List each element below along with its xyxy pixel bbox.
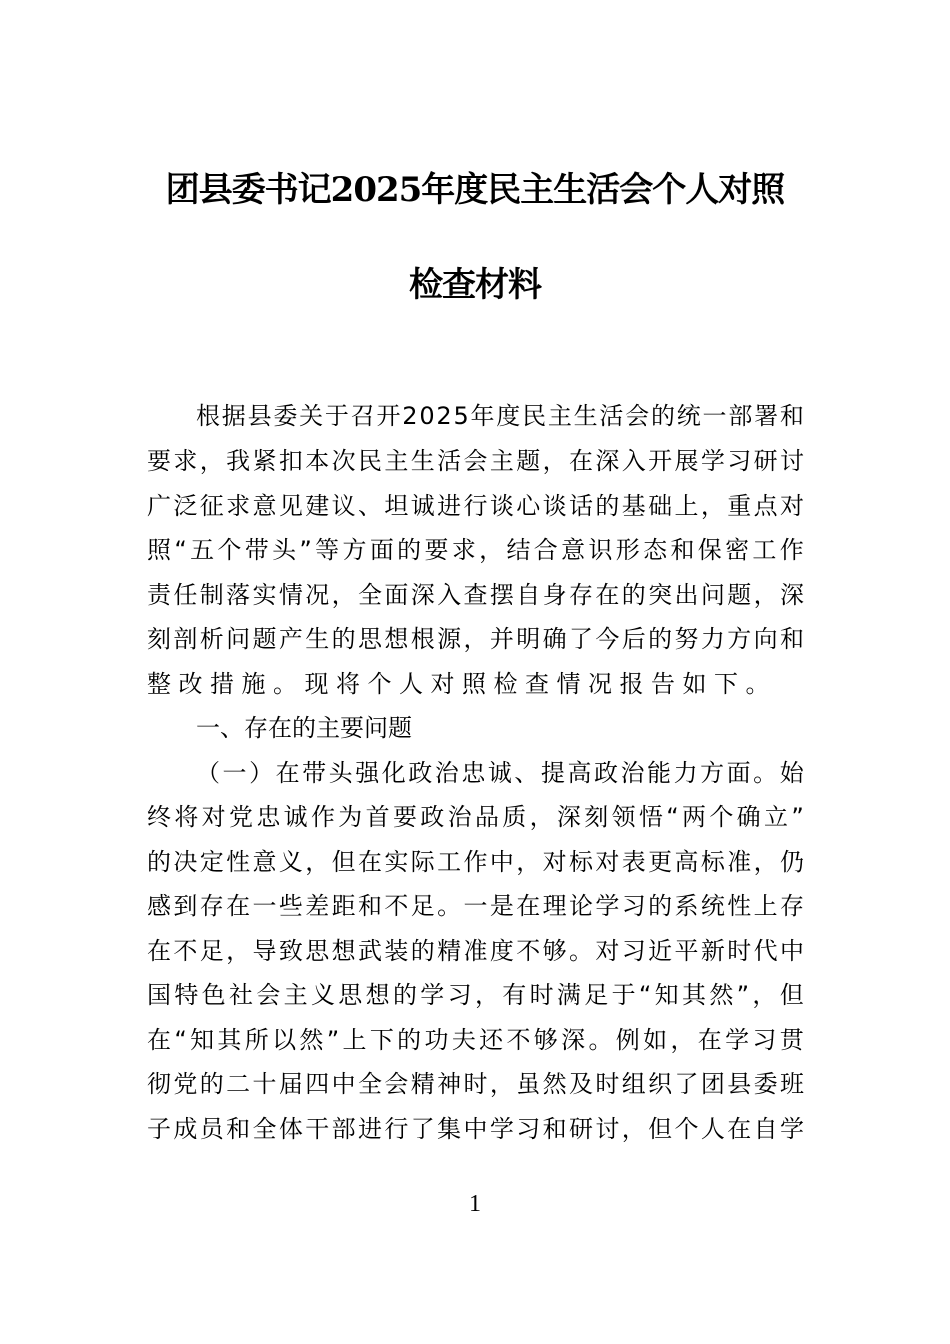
- intro-line-3: 广 泛 征 求 意 见 建 议 、 坦 诚 进 行 谈 心 谈 话 的 基 础 上 ， 重 点 对: [147, 492, 804, 520]
- intro-line-2: 要 求 ， 我 紧 扣 本 次 民 主 生 活 会 主 题 ， 在 深 入 开 展 学 习 研 讨: [147, 447, 804, 475]
- intro-line-4: 照 “ 五 个 带 头 ” 等 方 面 的 要 求 ， 结 合 意 识 形 态 和 保 密 工 作: [147, 536, 804, 564]
- section-one-line-9: 子 成 员 和 全 体 干 部 进 行 了 集 中 学 习 和 研 讨 ， 但 个 人 在 自 学: [147, 1115, 804, 1143]
- section-one-line-8: 彻 党 的 二 十 届 四 中 全 会 精 神 时 ， 虽 然 及 时 组 织 了 团 县 委 班: [147, 1070, 804, 1098]
- section-one-line-4: 感 到 存 在 一 些 差 距 和 不 足 。 一 是 在 理 论 学 习 的 系 统 性 上 存: [147, 892, 804, 920]
- document-title-line-2: 检查材料: [409, 265, 541, 305]
- section-one-line-3: 的 决 定 性 意 义 ， 但 在 实 际 工 作 中 ， 对 标 对 表 更 高 标 准 ， 仍: [147, 848, 804, 876]
- page-number: 1: [469, 1191, 481, 1217]
- section-one-line-5: 在 不 足 ， 导 致 思 想 武 装 的 精 准 度 不 够 。 对 习 近 平 新 时 代 中: [147, 937, 804, 965]
- intro-line-7: 整改措施。现将个人对照检查情况报告如下。: [147, 670, 777, 698]
- document-title-line-1: 团县委书记2025年度民主生活会个人对照: [165, 170, 785, 210]
- section-one-line-7: 在 “ 知 其 所 以 然 ” 上 下 的 功 夫 还 不 够 深 。 例 如 ， 在 学 习 贯: [147, 1026, 804, 1054]
- section-one-line-1: （ 一 ） 在 带 头 强 化 政 治 忠 诚 、 提 高 政 治 能 力 方 面 。 始: [196, 759, 804, 787]
- intro-line-1: 根 据 县 委 关 于 召 开 2 0 2 5 年 度 民 主 生 活 会 的 统 一 部 署 和: [196, 402, 804, 430]
- section-heading: 一、存在的主要问题: [196, 714, 412, 742]
- section-one-line-2: 终 将 对 党 忠 诚 作 为 首 要 政 治 品 质 ， 深 刻 领 悟 “ 两 个 确 立 ”: [147, 803, 804, 831]
- intro-line-6: 刻 剖 析 问 题 产 生 的 思 想 根 源 ， 并 明 确 了 今 后 的 努 力 方 向 和: [147, 625, 804, 653]
- section-one-line-6: 国 特 色 社 会 主 义 思 想 的 学 习 ， 有 时 满 足 于 “ 知 其 然 ” ， 但: [147, 981, 804, 1009]
- intro-line-5: 责 任 制 落 实 情 况 ， 全 面 深 入 查 摆 自 身 存 在 的 突 出 问 题 ， 深: [147, 581, 804, 609]
